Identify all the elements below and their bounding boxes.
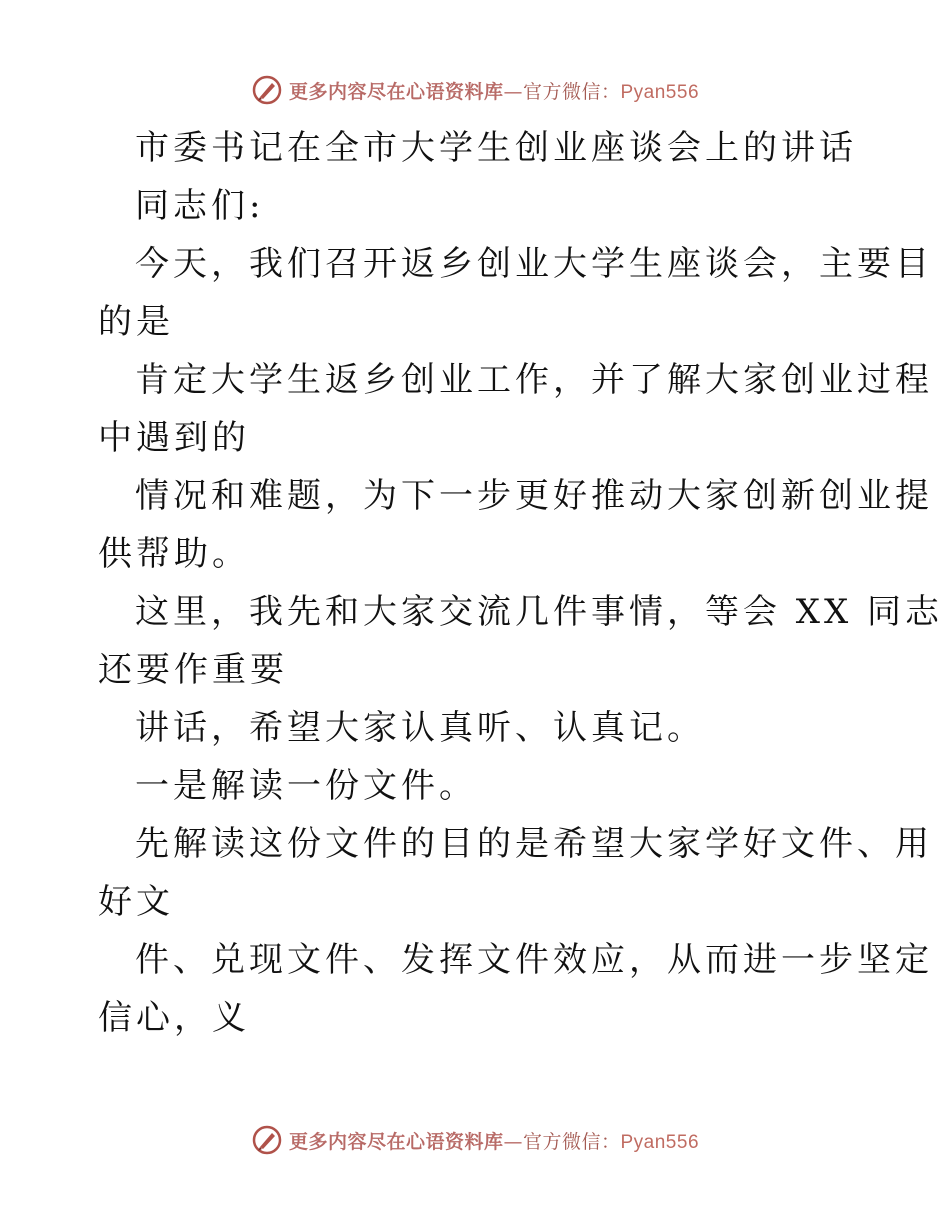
- pen-circle-logo-icon: [251, 1124, 283, 1156]
- banner-main-text: 更多内容尽在心语资料库: [288, 1130, 504, 1153]
- paragraph-line: 的是: [98, 302, 174, 342]
- paragraph-line: 还要作重要: [98, 650, 288, 690]
- paragraph-line: 这里，我先和大家交流几件事情，等会 XX 同志: [135, 592, 944, 632]
- banner-caption: [289, 1127, 699, 1154]
- section-heading: 一是解读一份文件。: [135, 766, 477, 806]
- paragraph-line: 好文: [98, 882, 174, 922]
- banner-wechat-id: Pyan556: [620, 81, 700, 103]
- paragraph-line: 讲话，希望大家认真听、认真记。: [135, 708, 705, 748]
- footer-banner: [0, 1120, 950, 1160]
- banner-caption: [289, 77, 699, 104]
- banner-dash: —: [503, 1130, 523, 1153]
- banner-wechat-id: Pyan556: [620, 1131, 700, 1153]
- document-title: 市委书记在全市大学生创业座谈会上的讲话: [135, 128, 857, 168]
- pen-circle-logo-icon: [251, 74, 283, 106]
- paragraph-line: 供帮助。: [98, 534, 250, 574]
- paragraph-line: 肯定大学生返乡创业工作，并了解大家创业过程: [135, 360, 933, 400]
- banner-wechat-label: 官方微信：: [522, 80, 621, 103]
- paragraph-line: 件、兑现文件、发挥文件效应，从而进一步坚定: [135, 940, 933, 980]
- paragraph-line: 情况和难题，为下一步更好推动大家创新创业提: [135, 476, 933, 516]
- paragraph-line: 今天，我们召开返乡创业大学生座谈会，主要目: [135, 244, 933, 284]
- paragraph-line: 先解读这份文件的目的是希望大家学好文件、用: [135, 824, 933, 864]
- banner-wechat-label: 官方微信：: [522, 1130, 621, 1153]
- paragraph-line: 信心，义: [98, 998, 250, 1038]
- header-banner: [0, 70, 950, 110]
- paragraph-line: 中遇到的: [98, 418, 250, 458]
- banner-main-text: 更多内容尽在心语资料库: [288, 80, 504, 103]
- banner-dash: —: [503, 80, 523, 103]
- salutation: 同志们:: [135, 186, 265, 226]
